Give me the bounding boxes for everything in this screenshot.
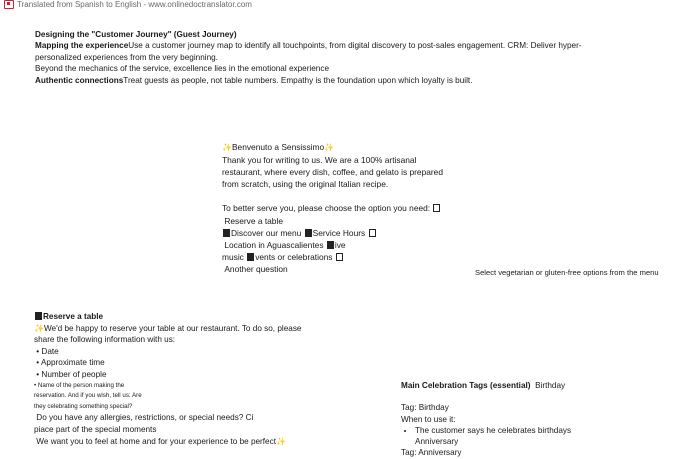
- reserve-intro: We'd be happy to reserve your table at our restaurant. To do so, please: [43, 323, 302, 333]
- tags-spacer: [401, 391, 571, 402]
- option-menu-label: Discover our menu: [231, 227, 304, 238]
- tag-when: When to use it:: [401, 414, 456, 424]
- mapping-label: Mapping the experience: [35, 41, 129, 51]
- reserve-small-1: • Name of the person making the: [34, 381, 125, 389]
- welcome-title-line: [222, 141, 443, 154]
- number-5-icon: [327, 241, 334, 249]
- reserve-item-label: Approximate time: [40, 358, 105, 368]
- reserve-line-2: share the following information with us:: [34, 335, 176, 345]
- authentic-label: Authentic connections: [35, 75, 124, 85]
- tags-title: Main Celebration Tags (essential): [401, 381, 531, 390]
- reserve-small-3: they celebrating something special?: [34, 402, 133, 410]
- number-7-icon: [336, 253, 343, 261]
- option-live-label: ive: [334, 239, 346, 250]
- sparkle-icon: ✨: [324, 143, 335, 152]
- tag-anniversary: Tag: Anniversary: [401, 448, 462, 458]
- number-6-icon: [247, 253, 254, 261]
- sparkle-icon: ✨: [275, 436, 286, 446]
- option-location-label: Location in Aguascalientes: [224, 239, 326, 250]
- authentic-line: [35, 75, 635, 86]
- sparkle-icon: ✨: [222, 143, 232, 152]
- reserve-allergies: Do you have any allergies, restrictions, or special needs? Ci: [36, 413, 254, 423]
- option-reserve: [222, 215, 443, 227]
- reserve-item-label: Number of people: [41, 369, 107, 379]
- reserve-item-time: • Approximate time: [34, 358, 105, 368]
- celebration-tags-section: [401, 380, 571, 458]
- option-events-label: vents or celebrations: [255, 251, 335, 262]
- number-2-icon: [223, 229, 230, 237]
- number-1-icon: [35, 312, 42, 320]
- option-reserve-label: Reserve a table: [224, 215, 283, 226]
- reserve-line-5: [34, 436, 301, 448]
- welcome-line-1: Thank you for writing to us. We are a 100% artisanal: [222, 155, 417, 166]
- option-hours-label: Service Hours: [312, 227, 368, 238]
- welcome-title: Benvenuto a Sensissimo: [231, 142, 325, 152]
- reserve-item-label: Date: [41, 346, 59, 356]
- tags-title-line: [401, 380, 571, 391]
- welcome-spacer: [222, 190, 443, 202]
- welcome-line-4: [222, 202, 443, 214]
- translate-icon: [4, 0, 14, 9]
- tag-usage-text-2: Anniversary: [415, 437, 459, 447]
- number-3-icon: [305, 229, 312, 237]
- journey-section: [35, 29, 635, 86]
- reserve-section: [34, 311, 301, 447]
- option-music-label: music: [222, 251, 247, 262]
- tag-usage-text: The customer says he celebrates birthdays: [415, 425, 572, 435]
- reserve-line-1: [34, 323, 301, 335]
- number-4-icon: [369, 229, 376, 237]
- journey-title: Designing the "Customer Journey" (Guest Journey): [35, 30, 237, 39]
- option-other: [222, 263, 443, 275]
- option-location-live: [222, 239, 443, 251]
- option-menu-hours: [222, 227, 443, 239]
- reserve-title-line: [34, 311, 301, 323]
- mapping-line-2: personalized experiences from the very beginning.: [35, 52, 218, 62]
- reserve-small-2: reservation. And if you wish, tell us: Are: [34, 392, 142, 400]
- list-item: [415, 425, 571, 447]
- choose-option-text: To better serve you, please choose the option you need:: [222, 203, 431, 214]
- tag-usage-list: [401, 425, 571, 447]
- reserve-item-date: • Date: [34, 346, 59, 356]
- reserve-title: Reserve a table: [43, 312, 104, 321]
- authentic-text: Treat guests as people, not table numbers. Empathy is the foundation upon which loyalty is built.: [123, 75, 473, 85]
- tag-birthday: Tag: Birthday: [401, 403, 449, 413]
- option-other-label: Another question: [224, 263, 288, 274]
- beyond-line: Beyond the mechanics of the service, excellence lies in the emotional experience: [35, 64, 330, 74]
- pointing-down-icon: [433, 204, 440, 212]
- tags-title-suffix: Birthday: [535, 381, 566, 390]
- reserve-closing: We want you to feel at home and for your experience to be perfect: [36, 436, 276, 446]
- sparkle-icon: ✨: [34, 323, 44, 333]
- mapping-line: [35, 40, 635, 51]
- reserve-line-3: [34, 412, 301, 424]
- reserve-item-people: • Number of people: [34, 369, 107, 379]
- mapping-text: Use a customer journey map to identify all touchpoints, from digital discovery to post-sales engagement. CRM: Deliver hyper-: [128, 41, 582, 51]
- translation-notice: [4, 0, 252, 9]
- welcome-line-3: from scratch, using the original Italian recipe.: [222, 179, 389, 190]
- reserve-line-4: piace part of the special moments: [34, 424, 157, 434]
- welcome-message: [222, 141, 443, 275]
- welcome-line-2: restaurant, where every dish, coffee, and gelato is prepared: [222, 167, 443, 178]
- option-music-events: [222, 251, 443, 263]
- side-note: Select vegetarian or gluten-free options from the menu: [475, 268, 659, 277]
- translation-notice-text: Translated from Spanish to English - www.onlinedoctranslator.com: [17, 0, 252, 9]
